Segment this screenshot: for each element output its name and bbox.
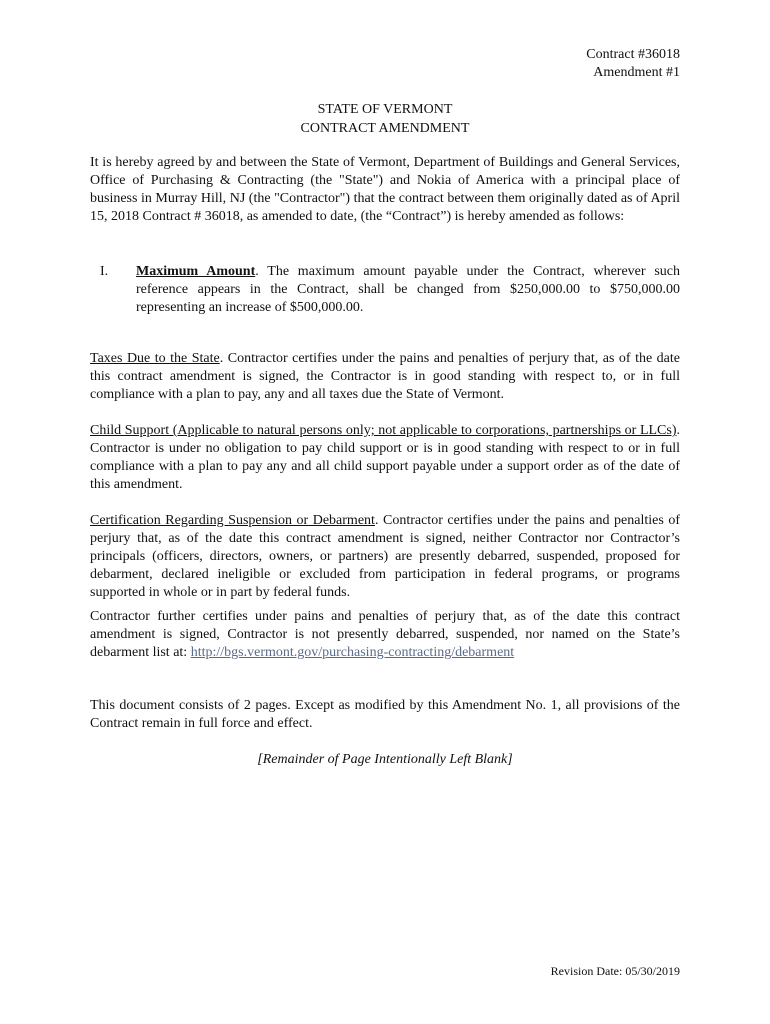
certification-heading: Certification Regarding Suspension or Debarment [90,513,375,528]
amendment-number: Amendment #1 [593,65,680,80]
contract-reference [586,46,680,82]
certification-body: . Contractor certifies under the pains and penalties of perjury that, as of the date this contract amendment is signed, neither Contractor nor Contractor’s principals (officers, directors, owners, or partners) are presently debarred, suspended, proposed for debarment, declared ineligible or excluded from participation in federal programs, or programs supported in whole or in part by federal funds. [90,513,680,600]
taxes-paragraph [90,350,680,404]
child-support-heading: Child Support (Applicable to natural persons only; not applicable to corporations, partnerships or LLCs) [90,423,677,438]
taxes-body: . Contractor certifies under the pains and penalties of perjury that, as of the date this contract amendment is signed, the Contractor is in good standing with respect to, or in full compliance with a plan to pay, any and all taxes due the State of Vermont. [90,351,680,402]
item-1-body: . The maximum amount payable under the Contract, wherever such reference appears in the Contract, shall be changed from $250,000.00 to $750,000.00 representing an increase of $500,000.00. [136,264,680,315]
title-line-1: STATE OF VERMONT [317,102,453,117]
certification-paragraph [90,512,680,602]
further-certification-paragraph [90,608,680,662]
further-body: Contractor further certifies under pains and penalties of perjury that, as of the date this contract amendment is signed, Contractor is not presently debarred, suspended, nor named on the State’s debarment list at: [90,609,680,660]
item-1-heading: Maximum Amount [136,264,256,279]
remainder-note: [Remainder of Page Intentionally Left Blank] [257,752,513,767]
intro-paragraph: It is hereby agreed by and between the State of Vermont, Department of Buildings and General Services, Office of Purchasing & Contracting (the "State") and Nokia of America with a principal place of business in Murray Hill, NJ (the "Contractor") that the contract between them originally dated as of April 15, 2018 Contract # 36018, as amended to date, (the “Contract”) is hereby amended as follows: [90,155,680,224]
child-support-paragraph [90,422,680,494]
closing-paragraph: This document consists of 2 pages. Except as modified by this Amendment No. 1, all provisions of the Contract remain in full force and effect. [90,698,680,731]
contract-number: Contract #36018 [586,47,680,62]
title-line-2: CONTRACT AMENDMENT [300,121,470,136]
revision-date: Revision Date: 05/30/2019 [550,964,680,978]
item-1-number: I. [100,264,109,279]
child-support-body: . Contractor is under no obligation to pay child support or is in good standing with respect to or in full compliance with a plan to pay any and all child support payable under a support order as of the date of this amendment. [90,423,680,492]
document-title [0,100,770,138]
taxes-heading: Taxes Due to the State [90,351,220,366]
item-1-paragraph [136,263,680,317]
debarment-list-link[interactable]: http://bgs.vermont.gov/purchasing-contracting/debarment [190,645,515,660]
